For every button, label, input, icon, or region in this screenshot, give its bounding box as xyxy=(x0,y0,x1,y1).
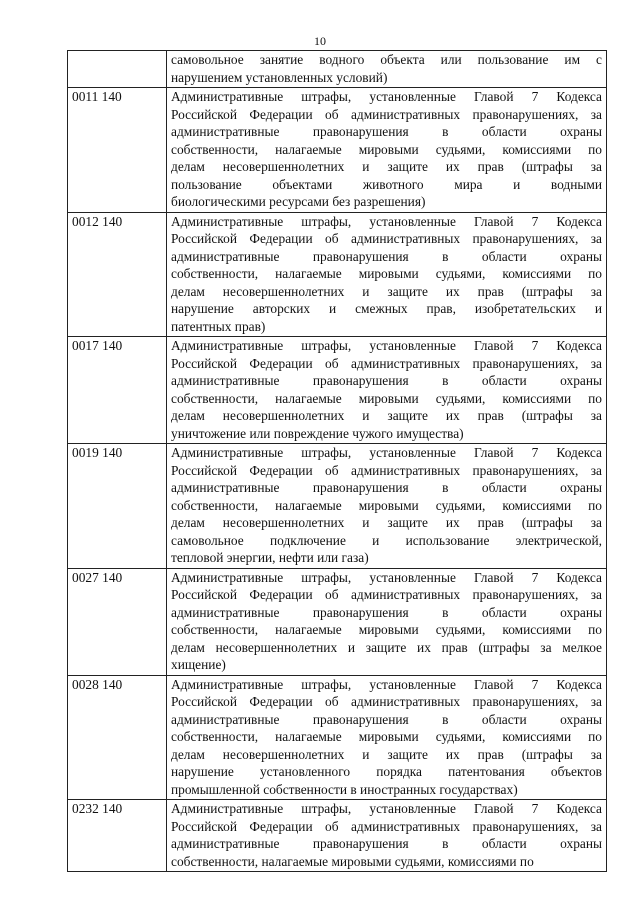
description-line: собственности, налагаемые мировыми судьями, комиссиями по xyxy=(171,853,534,869)
page-number: 10 xyxy=(314,34,326,48)
table-row xyxy=(68,212,607,337)
code-cell: 0012 140 xyxy=(68,212,167,337)
description-line: Административные штрафы, установленные Главой 7 Кодекса xyxy=(171,445,602,460)
description-line: делам несовершеннолетних и защите их прав (штрафы за xyxy=(171,746,602,762)
description-line: промышленной собственности в иностранных государствах) xyxy=(171,781,518,797)
table-row xyxy=(68,88,607,213)
description-line: собственности, налагаемые мировыми судьями, комиссиями по xyxy=(171,266,602,281)
description-line: административные правонарушения в области охраны xyxy=(171,711,602,727)
description-line: собственности, налагаемые мировыми судьями, комиссиями по xyxy=(171,141,602,157)
code-cell: 0232 140 xyxy=(68,800,167,872)
description-line: административные правонарушения в области охраны xyxy=(171,836,602,851)
description-line: административные правонарушения в области охраны xyxy=(171,248,602,264)
description-line: нарушением установленных условий) xyxy=(171,69,388,85)
table-row xyxy=(68,337,607,444)
code-cell: 0017 140 xyxy=(68,337,167,444)
description-line: Российской Федерации об административных правонарушениях, за xyxy=(171,587,602,602)
description-cell xyxy=(167,88,607,213)
description-cell xyxy=(167,444,607,569)
description-line: Административные штрафы, установленные Главой 7 Кодекса xyxy=(171,676,602,692)
description-line: пользование объектами животного мира и водными xyxy=(171,176,602,192)
description-line: Российской Федерации об административных правонарушениях, за xyxy=(171,106,602,122)
description-line: Административные штрафы, установленные Главой 7 Кодекса xyxy=(171,89,602,104)
description-cell xyxy=(167,675,607,800)
budget-codes-table xyxy=(67,50,607,872)
description-line: Административные штрафы, установленные Главой 7 Кодекса xyxy=(171,213,602,229)
description-line: самовольное подключение и использование электрической, xyxy=(171,532,602,548)
code-cell: 0011 140 xyxy=(68,88,167,213)
description-line: Российской Федерации об административных правонарушениях, за xyxy=(171,694,602,709)
description-line: Российской Федерации об административных правонарушениях, за xyxy=(171,462,602,478)
description-line: делам несовершеннолетних и защите их прав (штрафы за xyxy=(171,159,602,174)
description-line: административные правонарушения в области охраны xyxy=(171,604,602,620)
description-line: Административные штрафы, установленные Главой 7 Кодекса xyxy=(171,801,602,816)
description-line: патентных прав) xyxy=(171,318,266,334)
table-row xyxy=(68,444,607,569)
description-cell xyxy=(167,51,607,88)
table-body xyxy=(68,51,607,872)
description-line: Российской Федерации об административных правонарушениях, за xyxy=(171,231,602,246)
description-line: хищение) xyxy=(171,657,226,672)
description-line: собственности, налагаемые мировыми судьями, комиссиями по xyxy=(171,497,602,513)
description-line: Административные штрафы, установленные Главой 7 Кодекса xyxy=(171,338,602,353)
description-line: делам несовершеннолетних и защите их прав (штрафы за xyxy=(171,515,602,530)
description-line: Российской Федерации об административных правонарушениях, за xyxy=(171,818,602,834)
description-cell xyxy=(167,212,607,337)
description-line: административные правонарушения в области охраны xyxy=(171,373,602,388)
description-line: собственности, налагаемые мировыми судьями, комиссиями по xyxy=(171,622,602,637)
description-line: тепловой энергии, нефти или газа) xyxy=(171,550,369,565)
code-cell: 0027 140 xyxy=(68,568,167,675)
description-line: нарушение установленного порядка патентования объектов xyxy=(171,764,602,779)
description-line: делам несовершеннолетних и защите их прав (штрафы за xyxy=(171,408,602,423)
description-line: Российской Федерации об административных правонарушениях, за xyxy=(171,355,602,371)
code-cell: 0028 140 xyxy=(68,675,167,800)
description-cell xyxy=(167,800,607,872)
description-line: самовольное занятие водного объекта или пользование им с xyxy=(171,52,602,67)
code-cell xyxy=(68,51,167,88)
description-line: собственности, налагаемые мировыми судьями, комиссиями по xyxy=(171,729,602,744)
description-cell xyxy=(167,568,607,675)
description-line: делам несовершеннолетних и защите их прав (штрафы за xyxy=(171,283,602,299)
description-line: собственности, налагаемые мировыми судьями, комиссиями по xyxy=(171,390,602,406)
description-line: биологическими ресурсами без разрешения) xyxy=(171,194,426,209)
description-line: административные правонарушения в области охраны xyxy=(171,124,602,139)
description-cell xyxy=(167,337,607,444)
table-row xyxy=(68,800,607,872)
description-line: административные правонарушения в области охраны xyxy=(171,480,602,495)
description-line: делам несовершеннолетних и защите их прав (штрафы за мелкое xyxy=(171,639,602,655)
table-row xyxy=(68,675,607,800)
table-row xyxy=(68,51,607,88)
table-row xyxy=(68,568,607,675)
code-cell: 0019 140 xyxy=(68,444,167,569)
description-line: уничтожение или повреждение чужого имущества) xyxy=(171,425,464,441)
description-line: Административные штрафы, установленные Главой 7 Кодекса xyxy=(171,569,602,585)
description-line: нарушение авторских и смежных прав, изобретательских и xyxy=(171,301,602,316)
